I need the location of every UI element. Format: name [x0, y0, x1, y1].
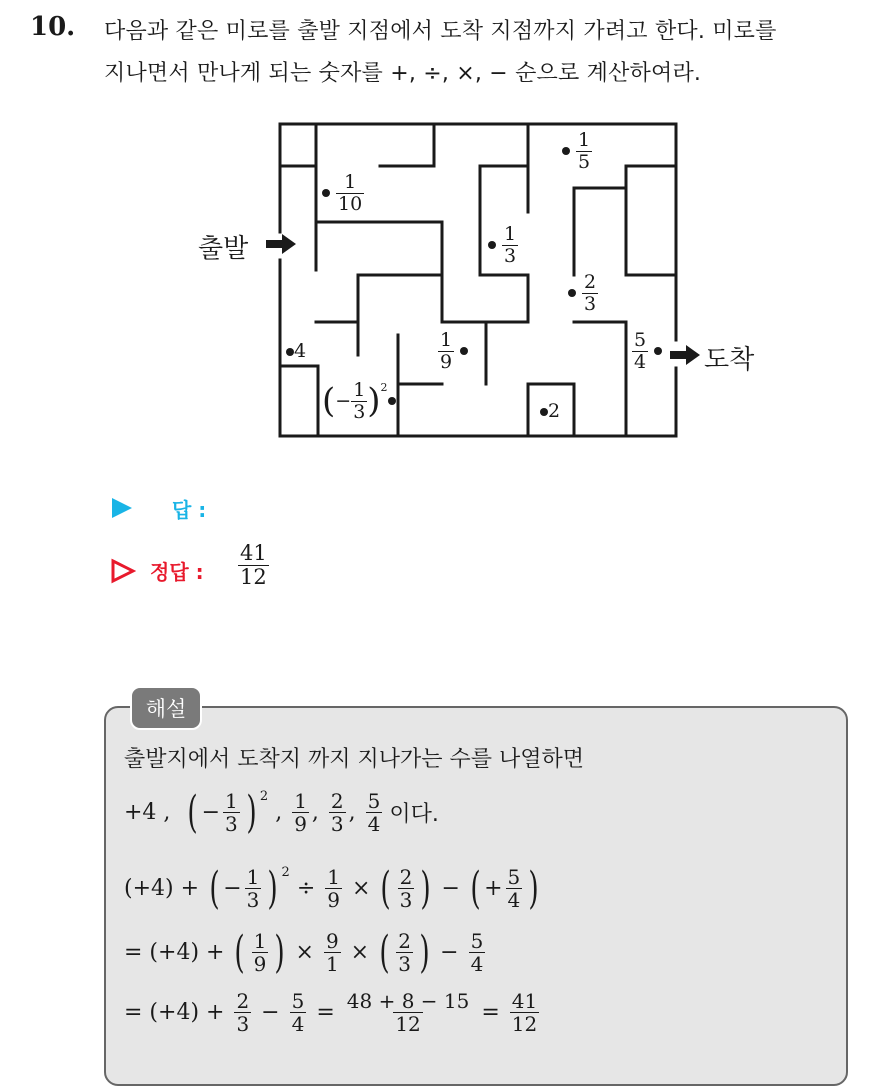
dot-icon: [488, 241, 496, 249]
dot-icon: [322, 189, 330, 197]
play-outline-icon: [110, 558, 136, 584]
solution-step-1: (+4) + ( − $\frac{1}{3}$ ) $^2$ ÷ $\frac{1}{9}$ × ( $\frac{2}{3}$ ) − ( + $\frac{5}{4}$ ): [124, 862, 539, 914]
solution-line-1: 출발지에서 도착지 까지 지나가는 수를 나열하면: [124, 747, 585, 772]
solution-step-2: = (+4) + ( $\frac{1}{9}$ ) × $\frac{9}{1}$ × ( $\frac{2}{3}$ ) − $\frac{5}{4}$: [124, 926, 484, 978]
question-line-2: 지나면서 만나게 되는 숫자를 +, ÷, ×, − 순으로 계산하여라.: [104, 61, 702, 86]
start-label: 출발: [198, 234, 249, 264]
dot-icon: [654, 347, 662, 355]
correct-answer-label: 정답 :: [150, 560, 204, 584]
maze-value-neg-1-3-squared: ( − $\frac{1}{3}$ ) 2: [322, 380, 396, 423]
dot-icon: [388, 397, 396, 405]
maze-value-2-3: $\frac{2}{3}$: [568, 272, 598, 315]
dot-icon: [460, 347, 468, 355]
solution-list: +4 , ( − $\frac{1}{3}$ ) $^2$ , $\frac{1}{9}$ , $\frac{2}{3}$ , $\frac{5}{4}$ 이다.: [124, 786, 439, 838]
question-line-1: 다음과 같은 미로를 출발 지점에서 도착 지점까지 가려고 한다. 미로를: [104, 19, 777, 44]
start-arrow-icon: [266, 234, 296, 254]
end-arrow-icon: [670, 345, 700, 365]
answer-label: 답 :: [172, 498, 207, 522]
dot-icon: [568, 289, 576, 297]
end-label: 도착: [704, 345, 755, 375]
maze-value-5-4: $\frac{5}{4}$: [632, 330, 662, 373]
maze-value-1-9: $\frac{1}{9}$: [438, 330, 468, 373]
maze-diagram: [0, 0, 884, 460]
dot-icon: [286, 348, 294, 356]
dot-icon: [562, 147, 570, 155]
maze-value-4: 4: [286, 340, 306, 362]
solution-step-3: = (+4) + $\frac{2}{3}$ − $\frac{5}{4}$ = $\frac{48 + 8 - 15}{12}$ = $\frac{41}{12}$: [124, 989, 538, 1036]
question-number: 10.: [30, 12, 76, 42]
maze-value-1-10: $\frac{1}{10}$: [322, 172, 364, 215]
correct-answer-value: $\frac{41}{12}$: [240, 541, 267, 590]
maze-value-2: 2: [540, 400, 560, 422]
play-filled-icon: [110, 496, 134, 520]
maze-value-1-3: $\frac{1}{3}$: [488, 224, 518, 267]
solution-tag: 해설: [130, 686, 202, 730]
maze-value-1-5: $\frac{1}{5}$: [562, 130, 592, 173]
dot-icon: [540, 408, 548, 416]
